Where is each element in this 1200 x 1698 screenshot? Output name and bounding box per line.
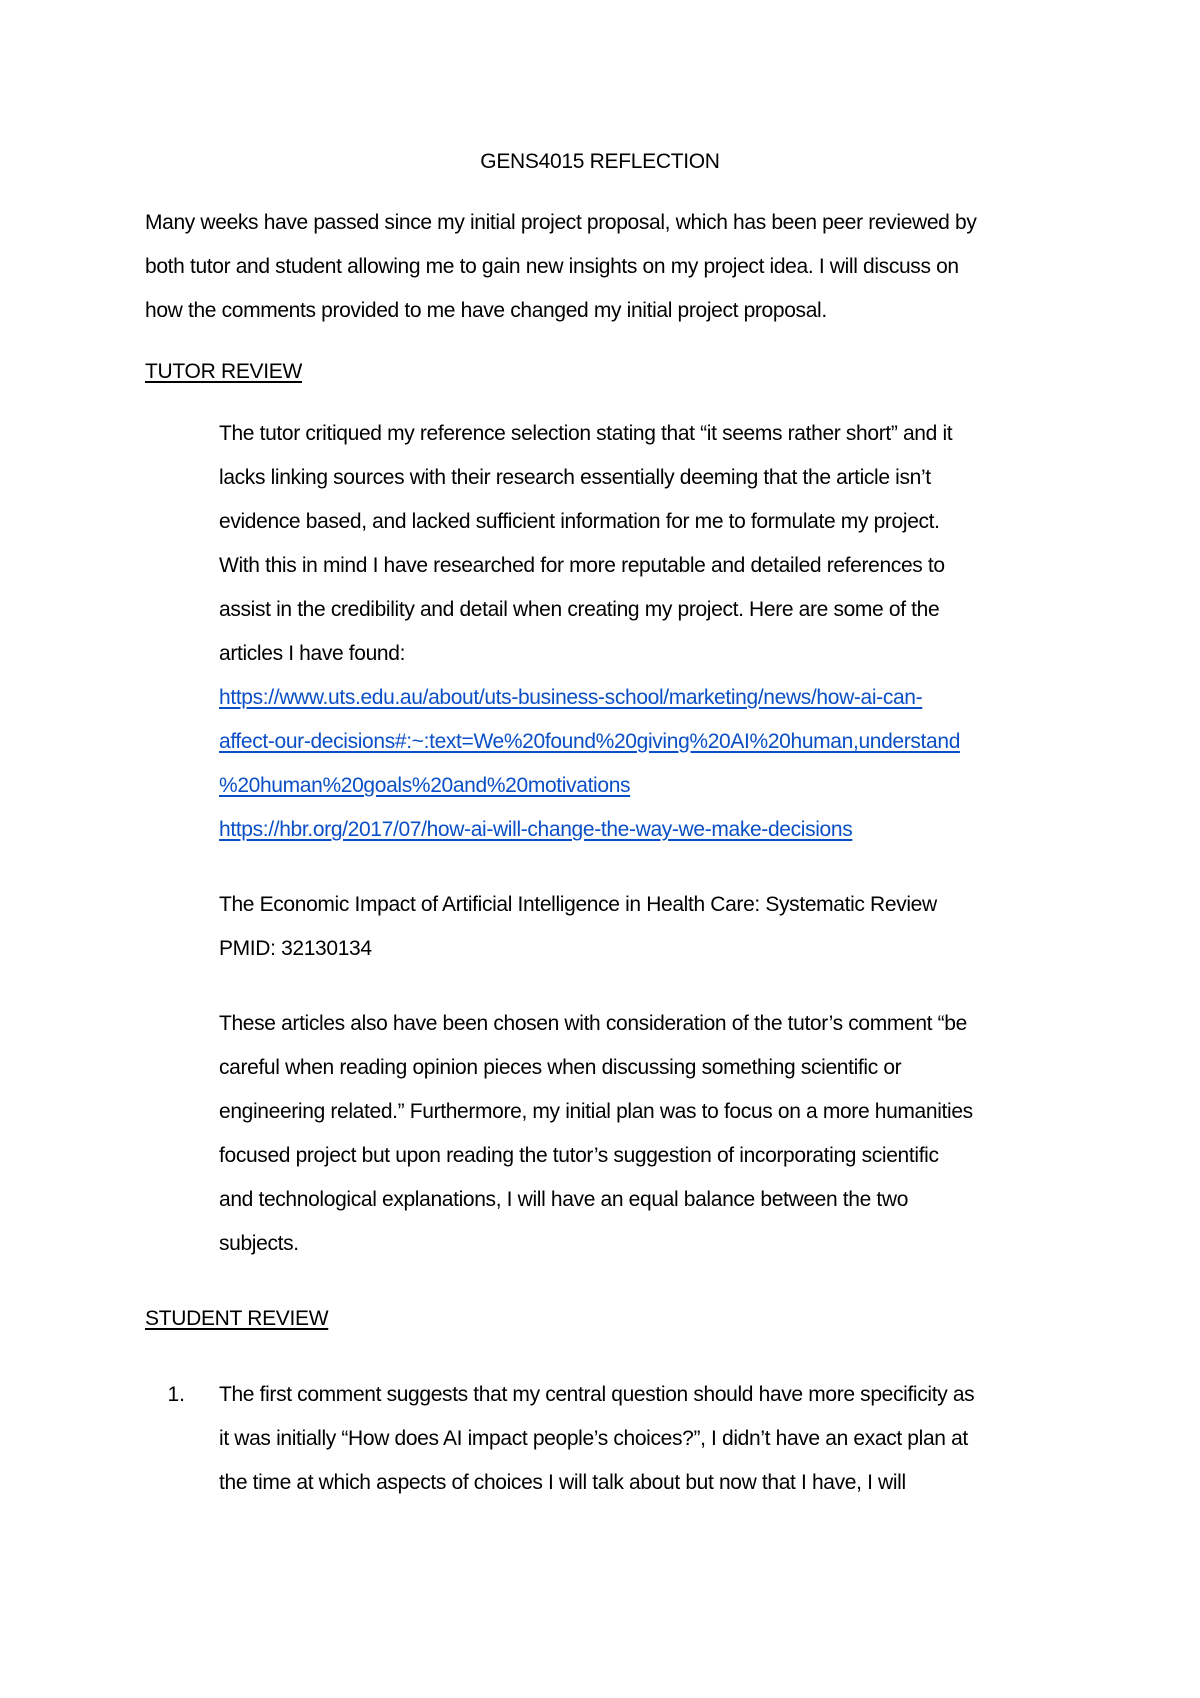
tutor-para-line: evidence based, and lacked sufficient information for me to formulate my project. [219, 510, 940, 533]
hbr-article-link[interactable]: https://hbr.org/2017/07/how-ai-will-change-the-way-we-make-decisions [219, 818, 853, 841]
uts-article-link[interactable]: %20human%20goals%20and%20motivations [219, 774, 631, 797]
document-title: GENS4015 REFLECTION [480, 150, 720, 173]
tutor-review-heading: TUTOR REVIEW [145, 360, 303, 383]
uts-article-link[interactable]: affect-our-decisions#:~:text=We%20found%20giving%20AI%20human,understand [219, 730, 961, 753]
tutor-para-line: articles I have found: [219, 642, 406, 665]
student-item-line: The first comment suggests that my central question should have more specificity as [219, 1383, 975, 1406]
tutor-para2-line: subjects. [219, 1232, 299, 1255]
reference-title: The Economic Impact of Artificial Intelligence in Health Care: Systematic Review [219, 893, 937, 916]
tutor-para-line: With this in mind I have researched for more reputable and detailed references to [219, 554, 945, 577]
tutor-para-line: The tutor critiqued my reference selection stating that “it seems rather short” and it [219, 422, 953, 445]
student-review-heading: STUDENT REVIEW [145, 1307, 329, 1330]
student-item-line: it was initially “How does AI impact people’s choices?”, I didn’t have an exact plan at [219, 1427, 968, 1450]
tutor-para2-line: focused project but upon reading the tutor’s suggestion of incorporating scientific [219, 1144, 939, 1167]
intro-line: Many weeks have passed since my initial project proposal, which has been peer reviewed by [145, 211, 977, 234]
tutor-para-line: assist in the credibility and detail when creating my project. Here are some of the [219, 598, 940, 621]
uts-article-link[interactable]: https://www.uts.edu.au/about/uts-business-school/marketing/news/how-ai-can- [219, 686, 923, 709]
tutor-para2-line: careful when reading opinion pieces when discussing something scientific or [219, 1056, 902, 1079]
tutor-para2-line: engineering related.” Furthermore, my initial plan was to focus on a more humanities [219, 1100, 973, 1123]
intro-line: both tutor and student allowing me to gain new insights on my project idea. I will discuss on [145, 255, 959, 278]
student-item-line: the time at which aspects of choices I will talk about but now that I have, I will [219, 1471, 906, 1494]
intro-line: how the comments provided to me have changed my initial project proposal. [145, 299, 827, 322]
reference-pmid: PMID: 32130134 [219, 937, 372, 960]
tutor-para2-line: and technological explanations, I will have an equal balance between the two [219, 1188, 909, 1211]
tutor-para-line: lacks linking sources with their research essentially deeming that the article isn’t [219, 466, 931, 489]
tutor-para2-line: These articles also have been chosen with consideration of the tutor’s comment “be [219, 1012, 967, 1035]
list-item-number: 1. [167, 1383, 185, 1406]
